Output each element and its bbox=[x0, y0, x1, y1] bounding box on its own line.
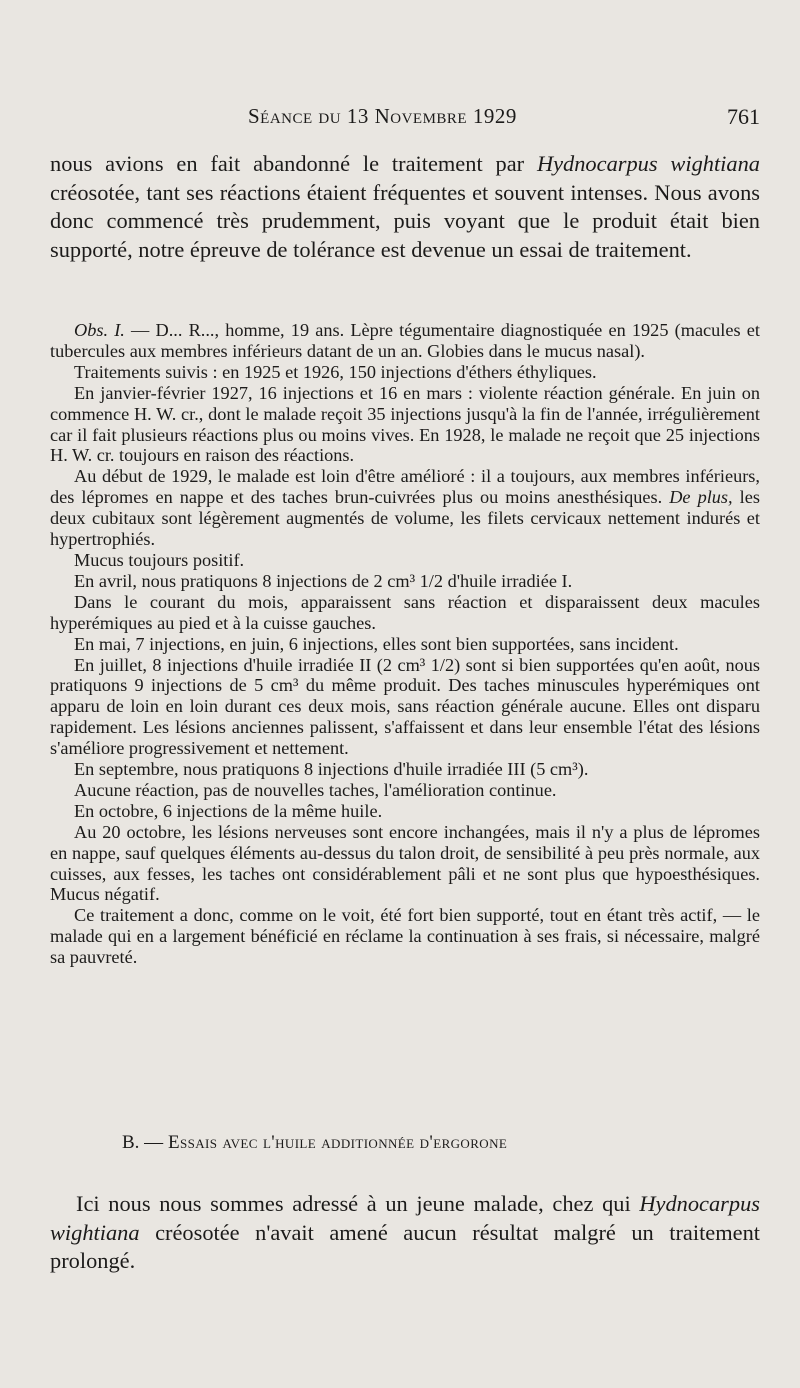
observation-paragraph-7: Dans le courant du mois, apparaissent sans réaction et disparaissent deux macules hyperémiques au pied et à la cuisse gauches. bbox=[50, 591, 760, 633]
observation-paragraph-3: En janvier-février 1927, 16 injections et 16 en mars : violente réaction générale. En juin on commence H. W. cr., dont le malade reçoit 35 injections jusqu'à la fin de l'année, irrégulièrement car il fait plusieurs réactions plus ou moins vives. En 1928, le malade ne reçoit que 25 injections H. W. cr. toujours en raison des réactions. bbox=[50, 382, 760, 466]
observation-paragraph-1 bbox=[50, 320, 760, 362]
observation-paragraph-4 bbox=[50, 466, 760, 550]
intro-text-2: créosotée, tant ses réactions étaient fréquentes et souvent intenses. Nous avons donc commencé très prudemment, puis voyant que le produit était bien supporté, notre épreuve de tolérance est devenue un essai de traitement. bbox=[50, 179, 760, 262]
observation-p4-text-b: les deux cubitaux sont légèrement augmentés de volume, les filets cervicaux nettement indurés et hypertrophiés. bbox=[50, 487, 760, 550]
closing-text-1: Ici nous nous sommes adressé à un jeune malade, chez qui bbox=[76, 1191, 640, 1216]
page-number: 761 bbox=[727, 104, 760, 129]
section-heading bbox=[122, 1132, 722, 1154]
observation-paragraph-9: En juillet, 8 injections d'huile irradiée II (2 cm³ 1/2) sont si bien supportées qu'en août, nous pratiquons 9 injections de 5 cm³ du même produit. Des taches minuscules hyperémiques ont apparu de loin en loin durant ces deux mois, sans réaction générale aucune. Elles ont disparu rapidement. Les lésions anciennes palissent, s'affaissent et dans leur ensemble l'état des lésions s'améliore progressivement et nettement. bbox=[50, 654, 760, 759]
observation-p4-italic: De plus, bbox=[669, 487, 733, 508]
intro-species-name: Hydnocarpus wightiana bbox=[536, 151, 760, 176]
intro-text bbox=[50, 150, 760, 264]
closing-species-name: Hydnocarpus wightiana bbox=[50, 1191, 760, 1245]
observation-paragraph-12: En octobre, 6 injections de la même huile. bbox=[74, 800, 383, 821]
running-title: Séance du 13 Novembre 1929 bbox=[248, 104, 517, 128]
observation-paragraph-11: Aucune réaction, pas de nouvelles taches, l'amélioration continue. bbox=[74, 779, 557, 800]
observation-paragraph-13: Au 20 octobre, les lésions nerveuses sont encore inchangées, mais il n'y a plus de lépromes en nappe, sauf quelques éléments au-dessus du talon droit, de sensibilité à peu près normale, aux cuisses, aux fesses, les taches ont considérablement pâli et ne sont plus que hypoesthésiques. Mucus négatif. bbox=[50, 821, 760, 905]
observation-label: Obs. I. bbox=[74, 320, 125, 340]
observation-p1-text: — D... R..., homme, 19 ans. Lèpre tégumentaire diagnostiquée en 1925 (macules et tubercules aux membres inférieurs datant de un an. Globies dans le mucus nasal). bbox=[50, 320, 760, 361]
observation-paragraph-6: En avril, nous pratiquons 8 injections de 2 cm³ 1/2 d'huile irradiée I. bbox=[74, 570, 573, 591]
closing-paragraph bbox=[50, 1190, 760, 1276]
running-head bbox=[0, 104, 800, 134]
closing-text-2: créosotée n'avait amené aucun résultat malgré un traitement prolongé. bbox=[50, 1219, 760, 1273]
observation-paragraph-10: En septembre, nous pratiquons 8 injections d'huile irradiée III (5 cm³). bbox=[74, 759, 589, 780]
observation-paragraph-14: Ce traitement a donc, comme on le voit, été fort bien supporté, tout en étant très actif, — le malade qui en a largement bénéficié en réclame la continuation à ses frais, si nécessaire, malgré sa pauvreté. bbox=[50, 905, 760, 968]
intro-paragraph bbox=[50, 150, 760, 264]
observation-paragraph-2: Traitements suivis : en 1925 et 1926, 150 injections d'éthers éthyliques. bbox=[74, 361, 597, 382]
observation-block bbox=[50, 320, 760, 968]
section-title: Essais avec l'huile additionnée d'ergorone bbox=[167, 1132, 508, 1153]
observation-paragraph-8: En mai, 7 injections, en juin, 6 injections, elles sont bien supportées, sans incident. bbox=[74, 633, 679, 654]
intro-text-1: nous avions en fait abandonné le traitement par bbox=[50, 151, 537, 176]
section-prefix: B. — bbox=[122, 1132, 168, 1153]
closing-text bbox=[50, 1190, 760, 1276]
observation-p4-text-a: Au début de 1929, le malade est loin d'être amélioré : il a toujours, aux membres inférieurs, des lépromes en nappe et des taches brun-cuivrées plus ou moins anesthésiques. bbox=[50, 466, 760, 508]
observation-paragraph-5: Mucus toujours positif. bbox=[74, 549, 245, 570]
